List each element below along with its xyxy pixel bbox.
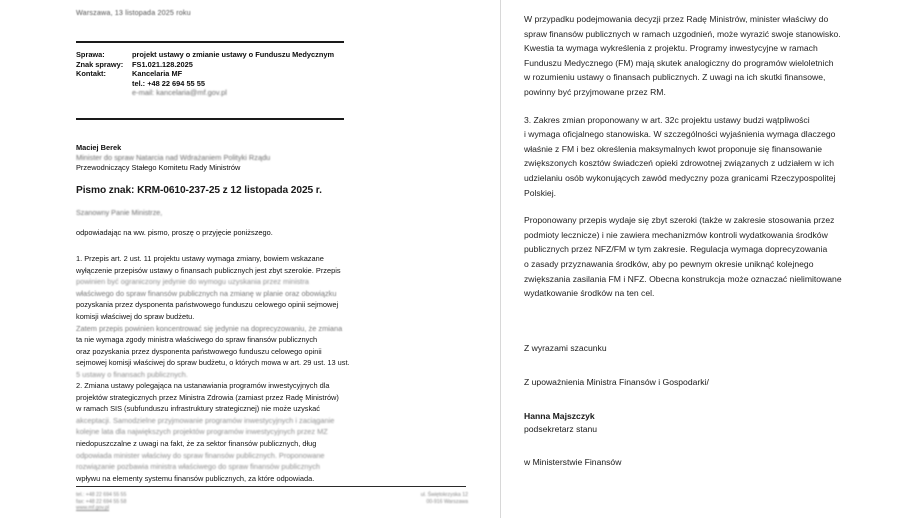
closing-salutation: Z wyrazami szacunku bbox=[524, 342, 607, 353]
body-line: zwiększania zasilania FM i NFZ. Obecna konstrukcja może oznaczać nielimitowane bbox=[524, 273, 842, 284]
body-line: podmioty lecznicze) i nie zawiera mechanizmów kontroli wydatkowania środków bbox=[524, 229, 828, 240]
addressee-name: Maciej Berek bbox=[76, 143, 122, 152]
body-line: 5 ustawy o finansach publicznych. bbox=[76, 369, 188, 379]
metadata-row-znak bbox=[76, 60, 406, 70]
letter-reference-title: Pismo znak: KRM-0610-237-25 z 12 listopada 2025 r. bbox=[76, 185, 322, 196]
page-footer bbox=[76, 492, 468, 512]
body-line: Proponowany przepis wydaje się zbyt szeroki (także w zakresie stosowania przez bbox=[524, 215, 835, 226]
body-line: o zasady przyznawania środków, aby po pewnym okresie uniknąć kolejnego bbox=[524, 258, 814, 269]
body-line: powinien być ograniczony jedynie do wymogu uzyskania przez ministra bbox=[76, 277, 309, 287]
kontakt-value: Kancelaria MF bbox=[132, 69, 183, 79]
salutation: Szanowny Panie Ministrze, bbox=[76, 208, 163, 217]
footer-divider bbox=[76, 486, 466, 487]
body-line: i wymaga oficjalnego stanowiska. W szczególności wyjaśnienia wymaga dlaczego bbox=[524, 129, 836, 140]
footer-city: 00-916 Warszawa bbox=[426, 498, 468, 505]
body-line: Kwestia ta wymaga wykreślenia z projektu. Programy inwestycyjne w ramach bbox=[524, 43, 818, 54]
kontakt-label: Kontakt: bbox=[76, 69, 106, 79]
footer-phone: tel.: +48 22 694 55 55 bbox=[76, 492, 127, 498]
body-line: wydatkowanie środków na ten cel. bbox=[524, 288, 655, 299]
sprawa-value: projekt ustawy o zmianie ustawy o Funduszu Medycznym bbox=[132, 50, 335, 59]
metadata-row-kontakt bbox=[76, 69, 406, 79]
body-line: właściwego do spraw finansów publicznych na zmianę w planie oraz obowiązku bbox=[76, 288, 337, 298]
body-line: pozyskania przez dysponenta państwowego funduszu celowego opinii sejmowej bbox=[76, 300, 339, 310]
kontakt-email: e-mail: kancelaria@mf.gov.pl bbox=[132, 88, 227, 98]
body-line: 2. Zmiana ustawy polegająca na ustanawiania programów inwestycyjnych dla bbox=[76, 381, 330, 390]
body-line: wyłączenie przepisów ustawy o finansach publicznych jest zbyt szerokie. Przepis bbox=[76, 265, 341, 275]
body-line: rozwiązanie pozbawia ministra właściwego do spraw finansów publicznych bbox=[76, 462, 321, 472]
footer-website-link[interactable]: www.mf.gov.pl bbox=[76, 505, 110, 512]
body-line: wpływu na elementy systemu finansów publicznych, za które odpowiada. bbox=[76, 473, 315, 483]
body-line: niedopuszczalne z uwagi na fakt, że za sektor finansów publicznych, dług bbox=[76, 438, 317, 448]
body-line: Zatem przepis powinien koncentrować się jedynie na doprecyzowaniu, że zmiana bbox=[76, 323, 343, 333]
body-line: projektów strategicznych przez Ministra Zdrowia (zamiast przez Radę Ministrów) bbox=[76, 392, 339, 402]
body-line: w rozumieniu ustawy o finansach publicznych. Z uwagi na ich skutki finansowe, bbox=[524, 72, 826, 83]
body-line: oraz pozyskania przez dysponenta państwowego funduszu celowego opinii bbox=[76, 346, 322, 356]
right-paragraph-1 bbox=[524, 12, 886, 100]
document-page-right[interactable] bbox=[502, 0, 920, 518]
body-line: odpowiada minister właściwy do spraw finansów publicznych. Proponowane bbox=[76, 450, 325, 460]
signer-organization: w Ministerstwie Finansów bbox=[524, 456, 622, 467]
right-paragraph-3 bbox=[524, 213, 886, 301]
body-line: właśnie z FM i bez określenia maksymalnych kwot proponuje się finansowanie bbox=[524, 143, 823, 154]
znak-value: FS1.021.128.2025 bbox=[132, 59, 193, 69]
body-line: ta nie wymaga zgody ministra właściwego do spraw finansów publicznych bbox=[76, 335, 318, 345]
footer-address-block bbox=[421, 492, 468, 512]
sprawa-label: Sprawa: bbox=[76, 50, 105, 59]
body-line: 1. Przepis art. 2 ust. 11 projektu ustawy wymaga zmiany, bowiem wskazane bbox=[76, 254, 324, 263]
znak-label: Znak sprawy: bbox=[76, 59, 124, 69]
signature-block bbox=[524, 341, 886, 469]
body-paragraph-2 bbox=[76, 380, 394, 484]
header-divider-top bbox=[76, 41, 344, 43]
footer-contact-block bbox=[76, 492, 126, 512]
body-line: spraw finansów publicznych w ramach uzgodnień, może wyrazić swoje stanowisko. bbox=[524, 28, 841, 39]
body-line: W przypadku podejmowania decyzji przez Radę Ministrów, minister właściwy do bbox=[524, 14, 829, 24]
body-line: komisji właściwej do spraw budżetu. bbox=[76, 311, 195, 321]
document-page-left[interactable] bbox=[20, 0, 501, 518]
place-and-date: Warszawa, 13 listopada 2025 roku bbox=[76, 8, 191, 17]
body-line: powinny być przyjmowane przez RM. bbox=[524, 86, 666, 97]
body-line: kolejne lata dla największych projektów programów inwestycyjnych przez MZ bbox=[76, 427, 328, 437]
footer-fax: fax: +48 22 694 55 58 bbox=[76, 498, 127, 505]
authorization-line: Z upoważnienia Ministra Finansów i Gospodarki/ bbox=[524, 377, 709, 388]
addressee-block bbox=[76, 143, 406, 172]
body-line: sejmowej komisji właściwej do spraw budżetu, o których mowa w art. 29 ust. 13 ust. bbox=[76, 358, 350, 368]
body-line: publicznych przez NFZ/FM w tym zakresie. Regulacja wymaga doprecyzowania bbox=[524, 244, 828, 255]
lead-sentence: odpowiadając na ww. pismo, proszę o przyjęcie poniższego. bbox=[76, 228, 273, 237]
body-line: w ramach SIS (subfunduszu infrastruktury strategicznej) nie może uzyskać bbox=[76, 404, 320, 414]
footer-street: ul. Świętokrzyska 12 bbox=[420, 492, 468, 498]
body-line: akceptacji. Samodzielne przyjmowanie programów inwestycyjnych i zaciąganie bbox=[76, 415, 335, 425]
header-divider-bottom bbox=[76, 118, 344, 120]
addressee-title-1: Minister do spraw Natarcia nad Wdrażaniem Polityki Rządu bbox=[76, 152, 271, 162]
signer-role: podsekretarz stanu bbox=[524, 423, 598, 434]
body-line: Polskiej. bbox=[524, 187, 556, 198]
body-line: 3. Zakres zmian proponowany w art. 32c projektu ustawy budzi wątpliwości bbox=[524, 114, 810, 125]
body-line: udzielaniu osób wykonujących zawód medyczny poza granicami Rzeczypospolitej bbox=[524, 172, 836, 183]
signer-name: Hanna Majszczyk bbox=[524, 410, 595, 421]
body-line: Funduszu Medycznego (FM) mają skutek analogiczny do programów wieloletnich bbox=[524, 57, 834, 68]
case-metadata bbox=[76, 50, 406, 98]
kontakt-phone: tel.: +48 22 694 55 55 bbox=[132, 78, 205, 88]
addressee-title-2: Przewodniczący Stałego Komitetu Rady Ministrów bbox=[76, 162, 241, 172]
metadata-row-sprawa bbox=[76, 50, 406, 60]
right-paragraph-2 bbox=[524, 113, 886, 201]
body-line: zwiększonych kosztów świadczeń opieki zdrowotnej związanych z udziałem w ich bbox=[524, 158, 834, 169]
body-paragraph-1 bbox=[76, 253, 394, 381]
